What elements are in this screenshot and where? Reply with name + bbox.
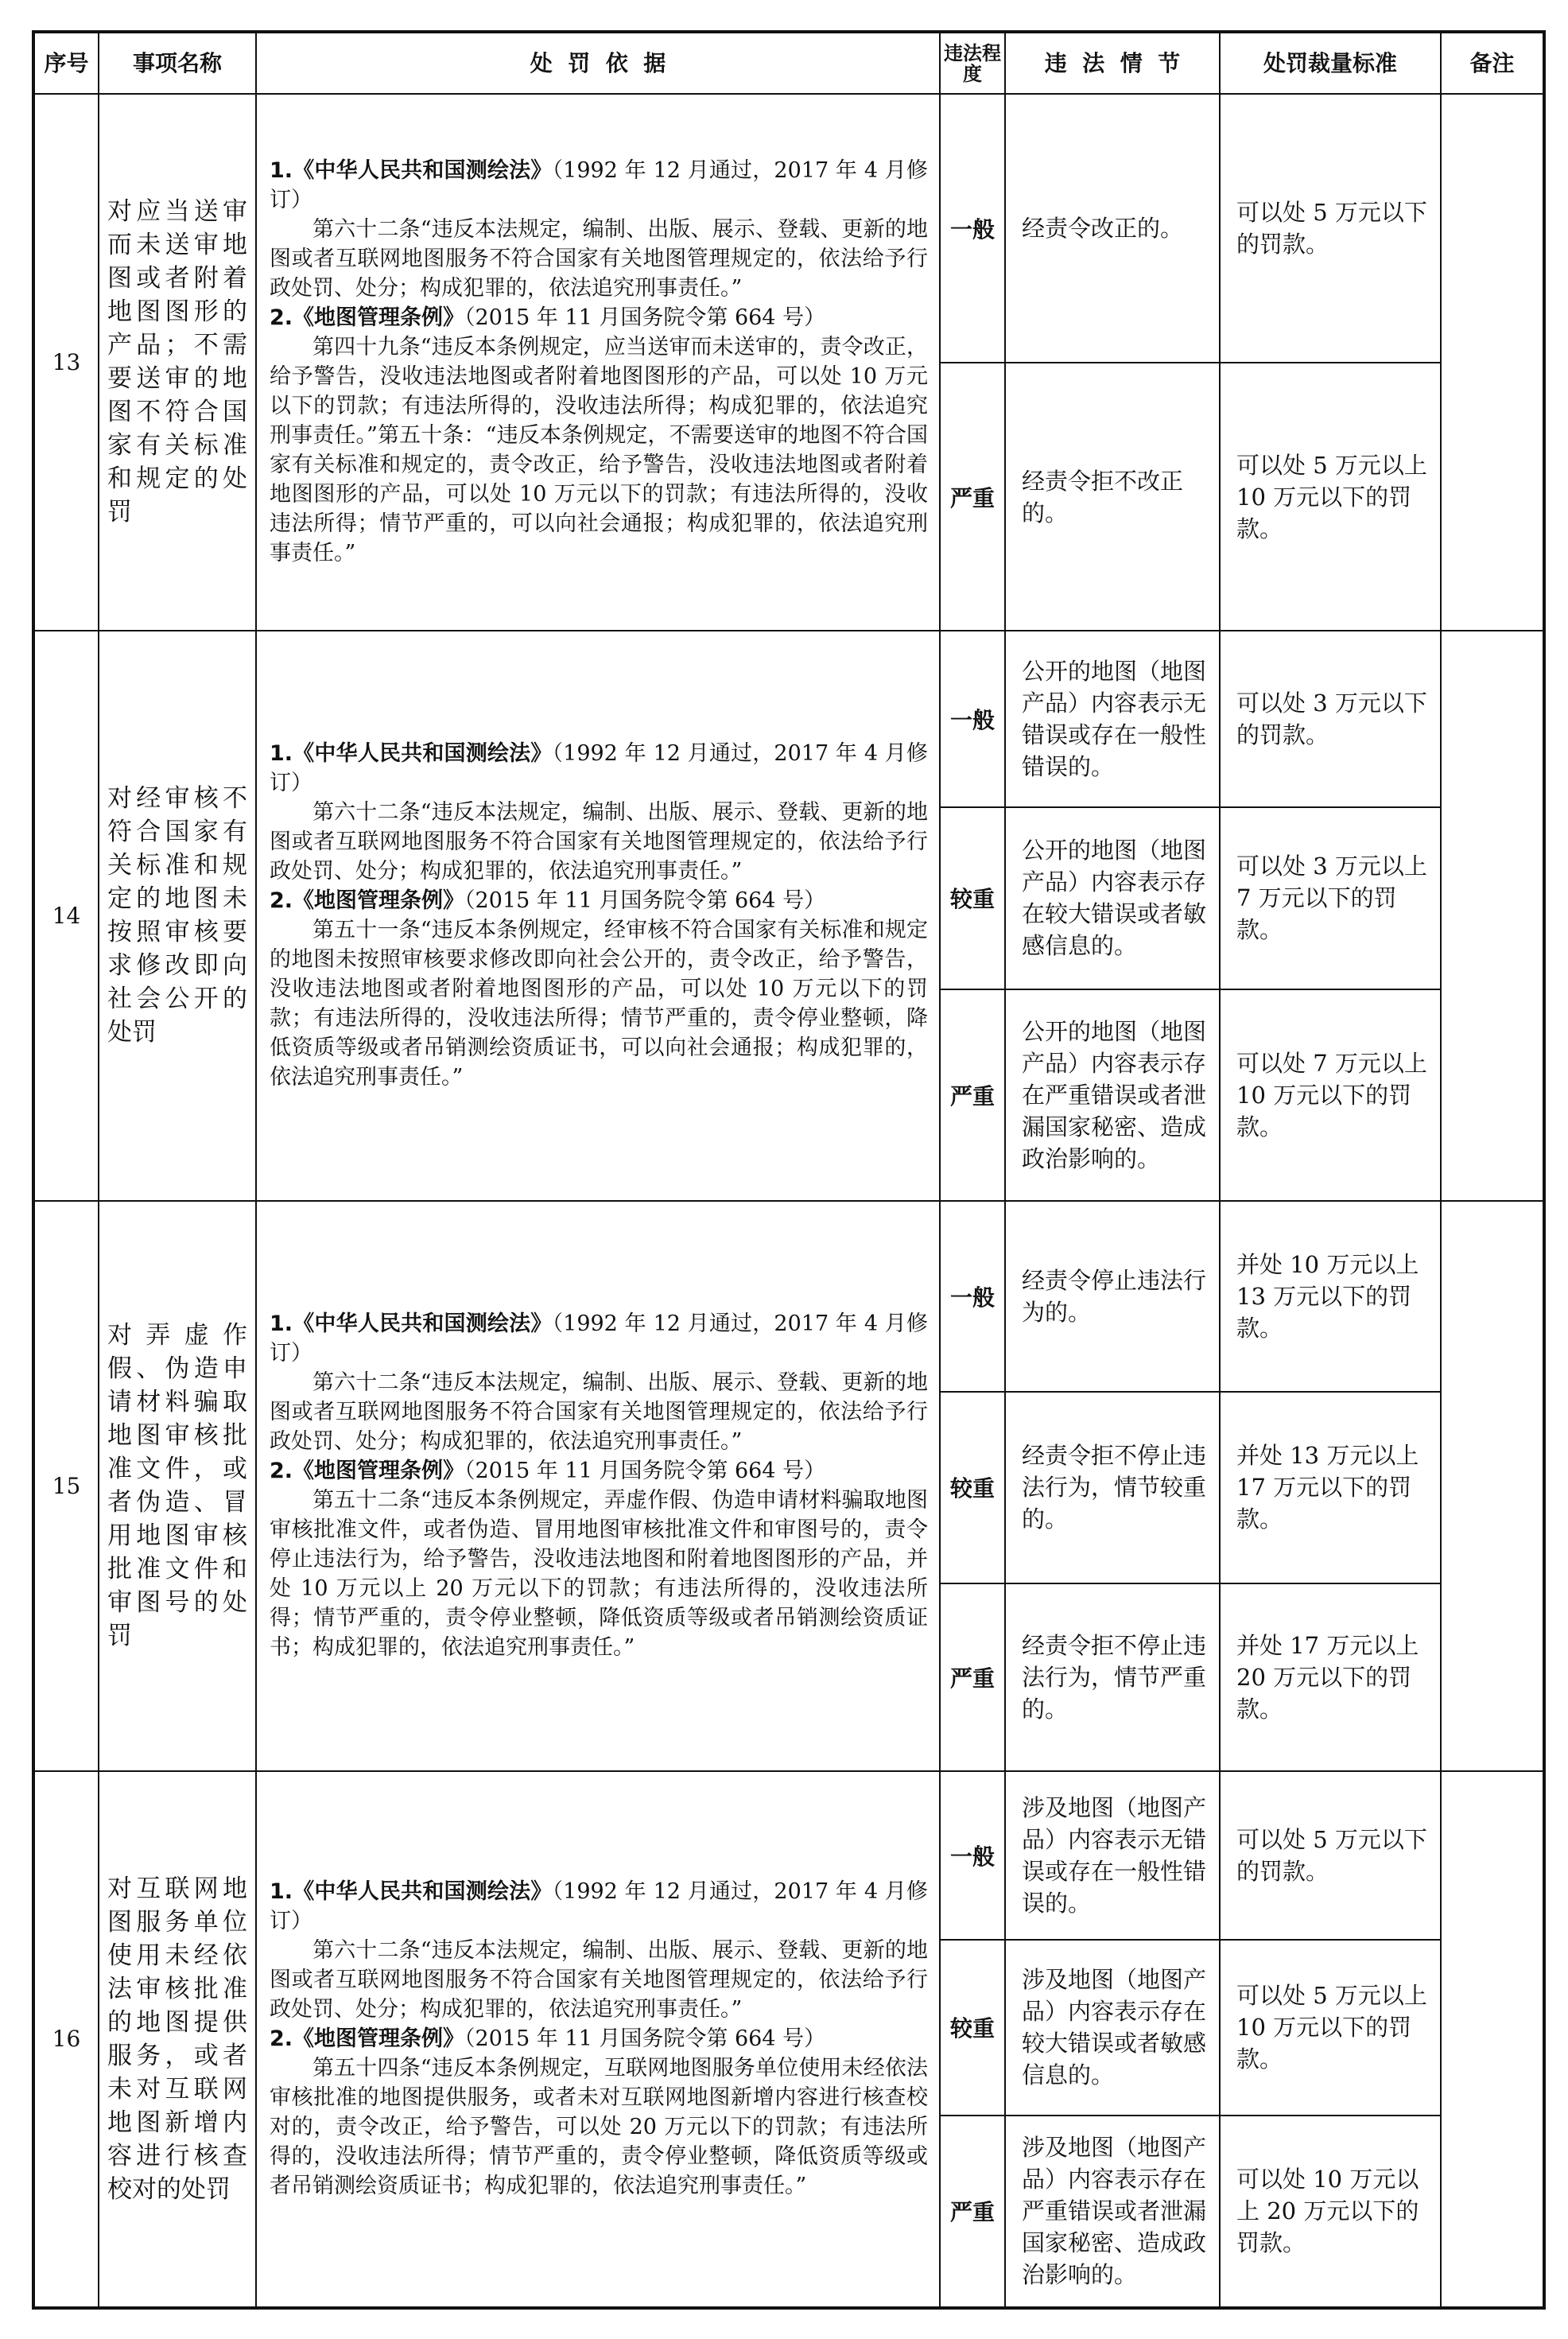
degree-cell: 较重 (940, 807, 1005, 989)
circumstance-cell: 经责令拒不改正的。 (1005, 363, 1220, 630)
row-basis (256, 631, 940, 1201)
row-seq: 16 (33, 1771, 99, 2308)
circumstance-cell: 涉及地图（地图产品）内容表示存在严重错误或者泄漏国家秘密、造成政治影响的。 (1005, 2116, 1220, 2308)
degree-cell: 一般 (940, 631, 1005, 807)
basis-law-2: 2.《地图管理条例》（2015 年 11 月国务院令第 664 号） (270, 888, 826, 914)
basis-article-2: 第五十一条“违反本条例规定，经审核不符合国家有关标准和规定的地图未按照审核要求修改即向社会公开的，责令改正，给予警告，没收违法地图或者附着地图图形的产品，可以处 10 万元以下的罚款；有违法所得的，没收违法所得；情节严重的，责令停业整顿，降低资质等级或者吊销测绘资质证书，可以向社会通报；构成犯罪的，依法追究刑事责任。” (270, 918, 928, 1090)
remark-cell (1441, 631, 1544, 1201)
circumstance-cell: 公开的地图（地图产品）内容表示存在较大错误或者敏感信息的。 (1005, 807, 1220, 989)
circumstance-cell: 经责令停止违法行为的。 (1005, 1201, 1220, 1392)
header-item: 事项名称 (99, 32, 256, 94)
header-row (33, 32, 1544, 94)
degree-cell: 一般 (940, 1201, 1005, 1392)
standard-cell: 可以处 7 万元以上 10 万元以下的罚款。 (1220, 989, 1441, 1201)
circumstance-cell: 经责令改正的。 (1005, 94, 1220, 363)
row-item-name: 对应当送审而未送审地图或者附着地图图形的产品；不需要送审的地图不符合国家有关标准和规定的处罚 (99, 94, 256, 631)
degree-cell: 严重 (940, 989, 1005, 1201)
row-basis (256, 94, 940, 631)
basis-law-2: 2.《地图管理条例》（2015 年 11 月国务院令第 664 号） (270, 2026, 826, 2052)
table-row (33, 631, 1544, 807)
penalty-standard-table (32, 30, 1546, 2310)
row-basis (256, 1771, 940, 2308)
basis-article-1: 第六十二条“违反本法规定，编制、出版、展示、登载、更新的地图或者互联网地图服务不符合国家有关地图管理规定的，依法给予行政处罚、处分；构成犯罪的，依法追究刑事责任。” (270, 800, 928, 884)
basis-article-1: 第六十二条“违反本法规定，编制、出版、展示、登载、更新的地图或者互联网地图服务不符合国家有关地图管理规定的，依法给予行政处罚、处分；构成犯罪的，依法追究刑事责任。” (270, 1370, 928, 1455)
basis-article-1: 第六十二条“违反本法规定，编制、出版、展示、登载、更新的地图或者互联网地图服务不符合国家有关地图管理规定的，依法给予行政处罚、处分；构成犯罪的，依法追究刑事责任。” (270, 217, 928, 301)
basis-article-2: 第四十九条“违反本条例规定，应当送审而未送审的，责令改正，给予警告，没收违法地图或者附着地图图形的产品，可以处 10 万元以下的罚款；有违法所得的，没收违法所得；构成犯罪的，依法追究刑事责任。”第五十条：“违反本条例规定，不需要送审的地图不符合国家有关标准和规定的，责令改正，给予警告，没收违法地图或者附着地图图形的产品，可以处 10 万元以下的罚款；有违法所得的，没收违法所得；情节严重的，可以向社会通报；构成犯罪的，依法追究刑事责任。” (270, 335, 928, 566)
standard-cell: 可以处 5 万元以下的罚款。 (1220, 1771, 1441, 1940)
basis-article-2: 第五十四条“违反本条例规定，互联网地图服务单位使用未经依法审核批准的地图提供服务，或者未对互联网地图新增内容进行核查校对的，责令改正，给予警告，可以处 20 万元以下的罚款；有违法所得的，没收违法所得；情节严重的，责令停业整顿，降低资质等级或者吊销测绘资质证书；构成犯罪的，依法追究刑事责任。” (270, 2056, 928, 2199)
standard-cell: 并处 17 万元以上 20 万元以下的罚款。 (1220, 1583, 1441, 1771)
standard-cell: 可以处 5 万元以下的罚款。 (1220, 94, 1441, 363)
degree-cell: 一般 (940, 1771, 1005, 1940)
row-item-name: 对弄虚作假、伪造申请材料骗取地图审核批准文件，或者伪造、冒用地图审核批准文件和审图号的处罚 (99, 1201, 256, 1771)
header-standard: 处罚裁量标准 (1220, 32, 1441, 94)
row-item-name: 对互联网地图服务单位使用未经依法审核批准的地图提供服务，或者未对互联网地图新增内容进行核查校对的处罚 (99, 1771, 256, 2308)
table-row (33, 94, 1544, 363)
circumstance-cell: 涉及地图（地图产品）内容表示无错误或存在一般性错误的。 (1005, 1771, 1220, 1940)
row-seq: 13 (33, 94, 99, 631)
row-basis (256, 1201, 940, 1771)
header-basis: 处 罚 依 据 (256, 32, 940, 94)
degree-cell: 严重 (940, 2116, 1005, 2308)
table-row (33, 1771, 1544, 1940)
standard-cell: 可以处 5 万元以上 10 万元以下的罚款。 (1220, 363, 1441, 630)
standard-cell: 可以处 5 万元以上 10 万元以下的罚款。 (1220, 1940, 1441, 2115)
circumstance-cell: 涉及地图（地图产品）内容表示存在较大错误或者敏感信息的。 (1005, 1940, 1220, 2115)
degree-cell: 较重 (940, 1392, 1005, 1583)
circumstance-cell: 公开的地图（地图产品）内容表示无错误或存在一般性错误的。 (1005, 631, 1220, 807)
circumstance-cell: 经责令拒不停止违法行为，情节较重的。 (1005, 1392, 1220, 1583)
standard-cell: 可以处 3 万元以上 7 万元以下的罚款。 (1220, 807, 1441, 989)
basis-law-1: 1.《中华人民共和国测绘法》（1992 年 12 月通过，2017 年 4 月修订） (270, 158, 928, 213)
row-item-name: 对经审核不符合国家有关标准和规定的地图未按照审核要求修改即向社会公开的处罚 (99, 631, 256, 1201)
header-circumstance: 违 法 情 节 (1005, 32, 1220, 94)
remark-cell (1441, 94, 1544, 631)
basis-law-2: 2.《地图管理条例》（2015 年 11 月国务院令第 664 号） (270, 1459, 826, 1484)
degree-cell: 一般 (940, 94, 1005, 363)
degree-cell: 严重 (940, 1583, 1005, 1771)
row-seq: 15 (33, 1201, 99, 1771)
degree-cell: 较重 (940, 1940, 1005, 2115)
remark-cell (1441, 1771, 1544, 2308)
standard-cell: 可以处 3 万元以下的罚款。 (1220, 631, 1441, 807)
basis-law-1: 1.《中华人民共和国测绘法》（1992 年 12 月通过，2017 年 4 月修订） (270, 741, 928, 796)
row-seq: 14 (33, 631, 99, 1201)
basis-article-2: 第五十二条“违反本条例规定，弄虚作假、伪造申请材料骗取地图审核批准文件，或者伪造、冒用地图审核批准文件和审图号的，责令停止违法行为，给予警告，没收违法地图和附着地图图形的产品，并处 10 万元以上 20 万元以下的罚款；有违法所得的，没收违法所得；情节严重的，责令停业整顿，降低资质等级或者吊销测绘资质证书；构成犯罪的，依法追究刑事责任。” (270, 1488, 928, 1661)
remark-cell (1441, 1201, 1544, 1771)
basis-article-1: 第六十二条“违反本法规定，编制、出版、展示、登载、更新的地图或者互联网地图服务不符合国家有关地图管理规定的，依法给予行政处罚、处分；构成犯罪的，依法追究刑事责任。” (270, 1938, 928, 2022)
basis-law-1: 1.《中华人民共和国测绘法》（1992 年 12 月通过，2017 年 4 月修订） (270, 1879, 928, 1934)
header-seq: 序号 (33, 32, 99, 94)
basis-law-1: 1.《中华人民共和国测绘法》（1992 年 12 月通过，2017 年 4 月修订） (270, 1311, 928, 1366)
standard-cell: 可以处 10 万元以上 20 万元以下的罚款。 (1220, 2116, 1441, 2308)
circumstance-cell: 公开的地图（地图产品）内容表示存在严重错误或者泄漏国家秘密、造成政治影响的。 (1005, 989, 1220, 1201)
standard-cell: 并处 13 万元以上 17 万元以下的罚款。 (1220, 1392, 1441, 1583)
table-row (33, 1201, 1544, 1392)
header-degree: 违法程度 (940, 32, 1005, 94)
basis-law-2: 2.《地图管理条例》（2015 年 11 月国务院令第 664 号） (270, 305, 826, 331)
header-remark: 备注 (1441, 32, 1544, 94)
circumstance-cell: 经责令拒不停止违法行为，情节严重的。 (1005, 1583, 1220, 1771)
degree-cell: 严重 (940, 363, 1005, 630)
standard-cell: 并处 10 万元以上 13 万元以下的罚款。 (1220, 1201, 1441, 1392)
